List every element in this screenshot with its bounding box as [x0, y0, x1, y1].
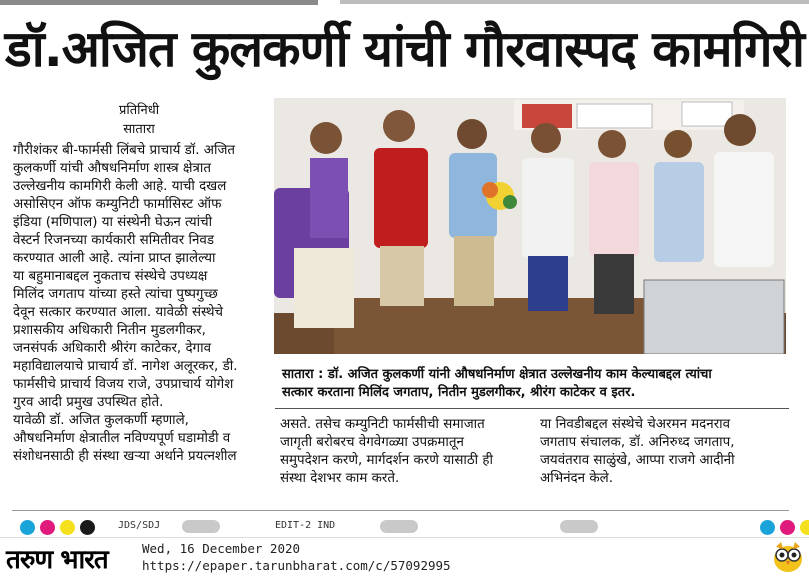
article-column2-line: असते. तसेच कम्युनिटी फार्मसीची समाजात [280, 417, 485, 432]
article-column1-line: फार्मसीचे प्राचार्य विजय राजे, उपप्राचार्य योगेश [13, 377, 234, 392]
article-column3-line: या निवडीबद्दल संस्थेचे चेअरमन मदनराव [540, 417, 731, 432]
registration-pill-3 [560, 520, 598, 533]
news-photo [274, 98, 786, 354]
article-column1-line: मिलिंद जगताप यांच्या हस्ते त्यांचा पुष्पगुच्छ [13, 287, 218, 302]
yellow-registration-dot-right [800, 520, 809, 535]
printer-registration-marks [0, 518, 809, 536]
article-column2-line: संस्था देशभर काम करते. [280, 471, 400, 486]
cyan-registration-dot-right [760, 520, 775, 535]
byline-reporter: प्रतिनिधी [118, 103, 160, 118]
article-column2-line: जागृती बरोबरच वेगवेगळ्या उपक्रमातून [280, 435, 464, 450]
article-column1-line: या बहुमानाबद्दल नुकताच संस्थेचे उपध्यक्ष [13, 269, 208, 284]
edition-code: EDIT-2 IND [275, 520, 336, 531]
article-column3-line: जयवंतराव साळुंखे, आप्पा राजगे आदीनी [540, 453, 735, 468]
article-column3-line: जगताप संचालक, डॉ. अनिरुध्द जगताप, [540, 435, 735, 450]
article-column1-line: उल्लेखनीय कामगिरी केली आहे. याची दखल [13, 179, 227, 194]
article-column1-line: गौरीशंकर बी-फार्मसी लिंबचे प्राचार्य डॉ. अजित [13, 143, 236, 158]
epaper-url[interactable]: https://epaper.tarunbharat.com/c/57092995 [142, 558, 451, 573]
photo-caption-line-2: सत्कार करताना मिलिंद जगताप, नितीन मुडलगीकर, श्रीरंग काटेकर व इतर. [282, 385, 636, 400]
caption-divider [275, 408, 789, 409]
article-column3-line: अभिनंदन केले. [540, 471, 613, 486]
column-bottom-rule [12, 510, 789, 511]
black-registration-dot [80, 520, 95, 535]
article-column-3 [540, 416, 790, 488]
epaper-footer [0, 537, 809, 577]
magenta-registration-dot-right [780, 520, 795, 535]
article-column1-line: यावेळी डॉ. अजित कुलकर्णी म्हणाले, [13, 413, 189, 428]
yellow-registration-dot [60, 520, 75, 535]
article-column-2 [280, 416, 520, 488]
publication-date: Wed, 16 December 2020 [142, 541, 301, 556]
photo-caption [282, 366, 794, 402]
magenta-registration-dot [40, 520, 55, 535]
article-column1-line: कुलकर्णी यांची औषधनिर्माण शास्त्र क्षेत्रात [13, 161, 212, 176]
top-rule-left [0, 0, 318, 5]
article-column1-line: जनसंपर्क अधिकारी श्रीरंग काटेकर, देगाव [13, 341, 212, 356]
article-column1-line: इंडिया (मणिपाल) या संस्थेनी घेऊन त्यांची [13, 215, 213, 230]
article-column-1 [13, 142, 265, 466]
owl-mascot-icon [772, 539, 804, 573]
plate-code: JDS/SDJ [118, 520, 161, 531]
headline: डॉ.अजित कुलकर्णी यांची गौरवास्पद कामगिरी [5, 20, 804, 78]
article-column1-line: करण्यात आली आहे. त्यांना प्राप्त झालेल्या [13, 251, 216, 266]
article-column1-line: देवून सत्कार करण्यात आला. यावेळी संस्थेचे [13, 305, 224, 320]
article-column1-line: औषधनिर्माण क्षेत्रातील नविण्यपूर्ण घडामोडी व [13, 431, 231, 446]
article-column1-line: महाविद्यालयाचे प्राचार्य डॉ. नागेश अलूरकर, डी. [13, 359, 238, 374]
group-photo-illustration [274, 98, 786, 354]
article-column1-line: प्रशासकीय अधिकारी नितीन मुडलगीकर, [13, 323, 206, 338]
top-rule-right [340, 0, 809, 4]
article-column2-line: समुपदेशन करणे, मार्गदर्शन करणे यासाठी ही [280, 453, 493, 468]
article-column1-line: संशोधनसाठी ही संस्था खऱ्या अर्थाने प्रयत्नशील [13, 449, 237, 464]
registration-pill-2 [380, 520, 418, 533]
article-column1-line: वेस्टर्न रिजनच्या कार्यकारी समितीवर निवड [13, 233, 214, 248]
article-column1-line: असोसिएन ऑफ कम्युनिटी फार्मासिस्ट ऑफ [13, 197, 222, 212]
registration-pill-1 [182, 520, 220, 533]
byline-place: सातारा [123, 122, 155, 137]
article-column1-line: गुरव आदी प्रमुख उपस्थित होते. [13, 395, 164, 410]
photo-caption-line-1: सातारा : डॉ. अजित कुलकर्णी यांनी औषधनिर्माण क्षेत्रात उल्लेखनीय काम केल्याबद्दल त्यांचा [282, 367, 712, 382]
cyan-registration-dot [20, 520, 35, 535]
newspaper-logo: तरुण भारत [6, 545, 108, 575]
